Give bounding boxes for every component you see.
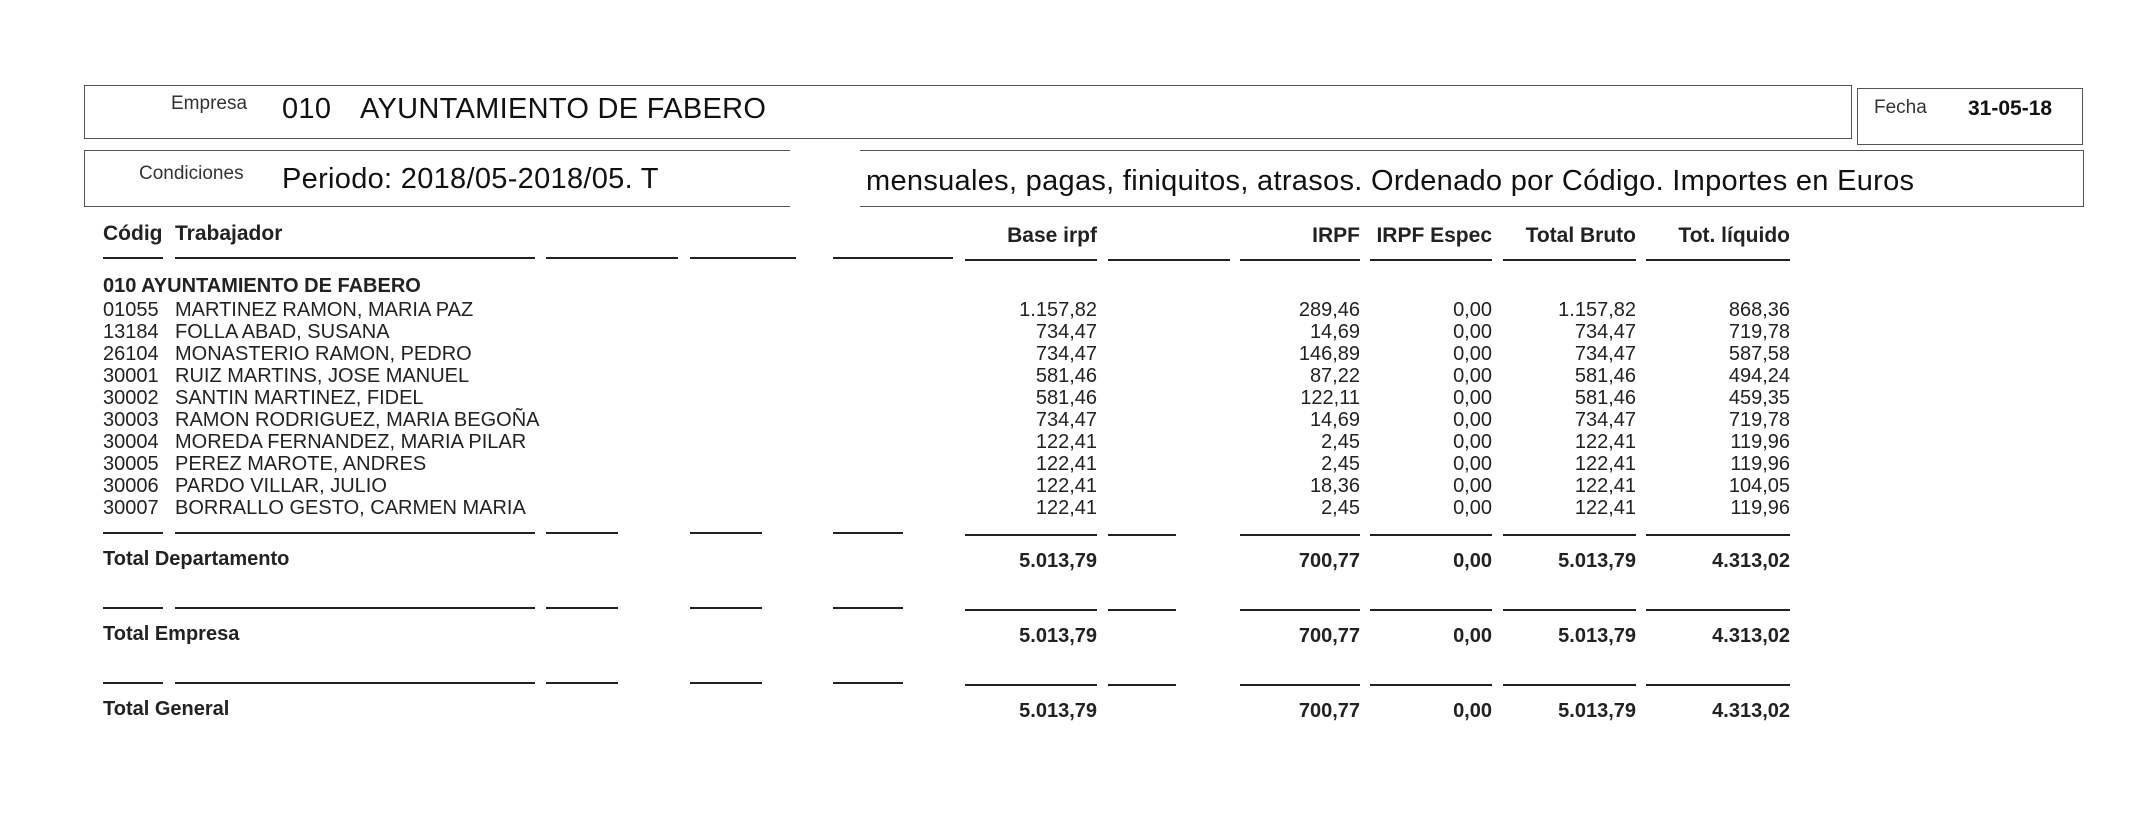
table-row [0, 365, 2134, 387]
header-underline [1370, 259, 1492, 261]
cell-irpf-espec: 0,00 [1453, 497, 1492, 519]
cell-irpf: 87,22 [1309, 365, 1360, 387]
cell-irpf-espec: 0,00 [1453, 299, 1492, 321]
header-underline [1108, 259, 1230, 261]
header-underline [175, 257, 535, 259]
cell-total-bruto: 1.157,82 [1558, 299, 1636, 321]
table-row [0, 321, 2134, 343]
total-underline [833, 682, 903, 684]
cell-trabajador: BORRALLO GESTO, CARMEN MARIA [175, 497, 526, 519]
cell-base-irpf: 581,46 [1035, 387, 1097, 409]
cell-irpf-espec: 0,00 [1453, 343, 1492, 365]
cell-irpf: 122,11 [1300, 387, 1360, 409]
total-underline [1240, 684, 1360, 686]
cell-codigo: 13184 [103, 321, 159, 343]
cell-codigo: 01055 [103, 299, 159, 321]
cell-total-bruto: 122,41 [1574, 453, 1636, 475]
table-row [0, 475, 2134, 497]
total-underline [1108, 534, 1176, 536]
header-underline [1240, 259, 1360, 261]
cell-tot-liquido: 459,35 [1728, 387, 1790, 409]
col-tot-liquido: Tot. líquido [1678, 224, 1790, 247]
total-label: Total General [103, 698, 230, 720]
cell-tot-liquido: 119,96 [1730, 431, 1790, 453]
condiciones-gap [790, 146, 860, 210]
total-underline [690, 607, 762, 609]
total-irpf: 700,77 [1298, 625, 1360, 647]
total-underline [1108, 684, 1176, 686]
total-irpf: 700,77 [1298, 700, 1360, 722]
table-row [0, 387, 2134, 409]
table-row [0, 343, 2134, 365]
col-base-irpf: Base irpf [1007, 224, 1097, 247]
total-irpf-espec: 0,00 [1453, 625, 1492, 647]
cell-trabajador: RUIZ MARTINS, JOSE MANUEL [175, 365, 470, 387]
table-row [0, 299, 2134, 321]
total-underline [175, 607, 535, 609]
cell-base-irpf: 122,41 [1035, 431, 1097, 453]
table-row [0, 431, 2134, 453]
total-tot-liquido: 4.313,02 [1712, 550, 1790, 572]
header-underline [690, 257, 796, 259]
total-tot-liquido: 4.313,02 [1712, 700, 1790, 722]
fecha-label: Fecha [1874, 97, 1927, 118]
cell-trabajador: PEREZ MAROTE, ANDRES [175, 453, 427, 475]
total-underline [690, 532, 762, 534]
table-row [0, 453, 2134, 475]
total-base-irpf: 5.013,79 [1019, 625, 1097, 647]
cell-irpf: 146,89 [1298, 343, 1360, 365]
total-total-bruto: 5.013,79 [1558, 700, 1636, 722]
header-underline [965, 259, 1097, 261]
total-underline [1646, 684, 1790, 686]
header-underline [103, 257, 163, 259]
cell-irpf: 18,36 [1309, 475, 1360, 497]
cell-total-bruto: 734,47 [1574, 343, 1636, 365]
header-underline [1646, 259, 1790, 261]
empresa-name: AYUNTAMIENTO DE FABERO [360, 93, 767, 125]
cell-irpf: 2,45 [1321, 431, 1360, 453]
total-underline [1503, 534, 1636, 536]
cell-tot-liquido: 119,96 [1730, 497, 1790, 519]
cell-base-irpf: 122,41 [1035, 497, 1097, 519]
total-label: Total Empresa [103, 623, 240, 645]
cell-codigo: 30005 [103, 453, 159, 475]
cell-codigo: 30001 [103, 365, 159, 387]
total-underline [1370, 534, 1492, 536]
cell-irpf: 2,45 [1321, 497, 1360, 519]
cell-irpf-espec: 0,00 [1453, 453, 1492, 475]
total-underline [833, 532, 903, 534]
cell-base-irpf: 734,47 [1035, 409, 1097, 431]
cell-base-irpf: 581,46 [1035, 365, 1097, 387]
cell-codigo: 30004 [103, 431, 159, 453]
total-underline [1240, 534, 1360, 536]
cell-total-bruto: 122,41 [1574, 497, 1636, 519]
cell-irpf-espec: 0,00 [1453, 321, 1492, 343]
cell-tot-liquido: 587,58 [1728, 343, 1790, 365]
cell-trabajador: MOREDA FERNANDEZ, MARIA PILAR [175, 431, 527, 453]
total-underline [1646, 609, 1790, 611]
cell-total-bruto: 122,41 [1574, 431, 1636, 453]
total-base-irpf: 5.013,79 [1019, 700, 1097, 722]
cell-codigo: 30002 [103, 387, 159, 409]
total-base-irpf: 5.013,79 [1019, 550, 1097, 572]
cell-irpf: 289,46 [1298, 299, 1360, 321]
cell-trabajador: MARTINEZ RAMON, MARIA PAZ [175, 299, 474, 321]
condiciones-periodo: Periodo: 2018/05-2018/05. T [282, 163, 659, 195]
cell-irpf-espec: 0,00 [1453, 475, 1492, 497]
cell-tot-liquido: 494,24 [1728, 365, 1790, 387]
cell-total-bruto: 734,47 [1574, 321, 1636, 343]
total-underline [1108, 609, 1176, 611]
empresa-box [84, 85, 1852, 139]
cell-total-bruto: 734,47 [1574, 409, 1636, 431]
cell-irpf-espec: 0,00 [1453, 409, 1492, 431]
total-underline [965, 684, 1097, 686]
total-underline [1646, 534, 1790, 536]
total-underline [1240, 609, 1360, 611]
col-total-bruto: Total Bruto [1525, 224, 1636, 247]
condiciones-detalle: mensuales, pagas, finiquitos, atrasos. Ordenado por Código. Importes en Euros [866, 165, 1915, 197]
col-codigo: Códig [103, 222, 163, 245]
total-underline [546, 532, 618, 534]
total-underline [546, 682, 618, 684]
cell-tot-liquido: 868,36 [1728, 299, 1790, 321]
total-irpf-espec: 0,00 [1453, 550, 1492, 572]
cell-trabajador: MONASTERIO RAMON, PEDRO [175, 343, 472, 365]
cell-irpf-espec: 0,00 [1453, 387, 1492, 409]
cell-irpf: 14,69 [1309, 321, 1360, 343]
total-underline [103, 682, 163, 684]
total-irpf: 700,77 [1298, 550, 1360, 572]
cell-tot-liquido: 719,78 [1728, 321, 1790, 343]
cell-trabajador: SANTIN MARTINEZ, FIDEL [175, 387, 424, 409]
total-underline [1503, 684, 1636, 686]
total-underline [690, 682, 762, 684]
empresa-label: Empresa [171, 93, 248, 114]
cell-irpf: 2,45 [1321, 453, 1360, 475]
total-underline [103, 532, 163, 534]
total-underline [1370, 684, 1492, 686]
cell-codigo: 30006 [103, 475, 159, 497]
cell-irpf-espec: 0,00 [1453, 365, 1492, 387]
cell-codigo: 30003 [103, 409, 159, 431]
empresa-code: 010 [282, 93, 332, 125]
total-underline [965, 534, 1097, 536]
cell-codigo: 30007 [103, 497, 159, 519]
cell-tot-liquido: 104,05 [1728, 475, 1790, 497]
cell-total-bruto: 581,46 [1574, 365, 1636, 387]
header-underline [833, 257, 953, 259]
condiciones-label: Condiciones [139, 163, 244, 184]
cell-trabajador: PARDO VILLAR, JULIO [175, 475, 387, 497]
total-total-bruto: 5.013,79 [1558, 550, 1636, 572]
cell-codigo: 26104 [103, 343, 159, 365]
total-underline [175, 532, 535, 534]
header-underline [1503, 259, 1636, 261]
cell-trabajador: RAMON RODRIGUEZ, MARIA BEGOÑA [175, 409, 540, 431]
table-row [0, 409, 2134, 431]
cell-tot-liquido: 119,96 [1730, 453, 1790, 475]
total-total-bruto: 5.013,79 [1558, 625, 1636, 647]
col-irpf: IRPF [1312, 224, 1360, 247]
total-label: Total Departamento [103, 548, 290, 570]
total-underline [1370, 609, 1492, 611]
table-row [0, 497, 2134, 519]
total-irpf-espec: 0,00 [1453, 700, 1492, 722]
group-title: 010 AYUNTAMIENTO DE FABERO [103, 275, 421, 297]
total-underline [546, 607, 618, 609]
cell-base-irpf: 734,47 [1035, 321, 1097, 343]
cell-total-bruto: 581,46 [1574, 387, 1636, 409]
header-underline [546, 257, 678, 259]
cell-base-irpf: 734,47 [1035, 343, 1097, 365]
fecha-value: 31-05-18 [1968, 97, 2053, 120]
cell-irpf: 14,69 [1309, 409, 1360, 431]
cell-total-bruto: 122,41 [1574, 475, 1636, 497]
cell-trabajador: FOLLA ABAD, SUSANA [175, 321, 390, 343]
col-irpf-espec: IRPF Espec [1376, 224, 1492, 247]
total-tot-liquido: 4.313,02 [1712, 625, 1790, 647]
total-underline [103, 607, 163, 609]
total-underline [175, 682, 535, 684]
cell-irpf-espec: 0,00 [1453, 431, 1492, 453]
cell-base-irpf: 122,41 [1035, 453, 1097, 475]
cell-base-irpf: 1.157,82 [1019, 299, 1097, 321]
total-underline [1503, 609, 1636, 611]
total-underline [833, 607, 903, 609]
total-underline [965, 609, 1097, 611]
col-trabajador: Trabajador [175, 222, 283, 245]
cell-base-irpf: 122,41 [1035, 475, 1097, 497]
cell-tot-liquido: 719,78 [1728, 409, 1790, 431]
